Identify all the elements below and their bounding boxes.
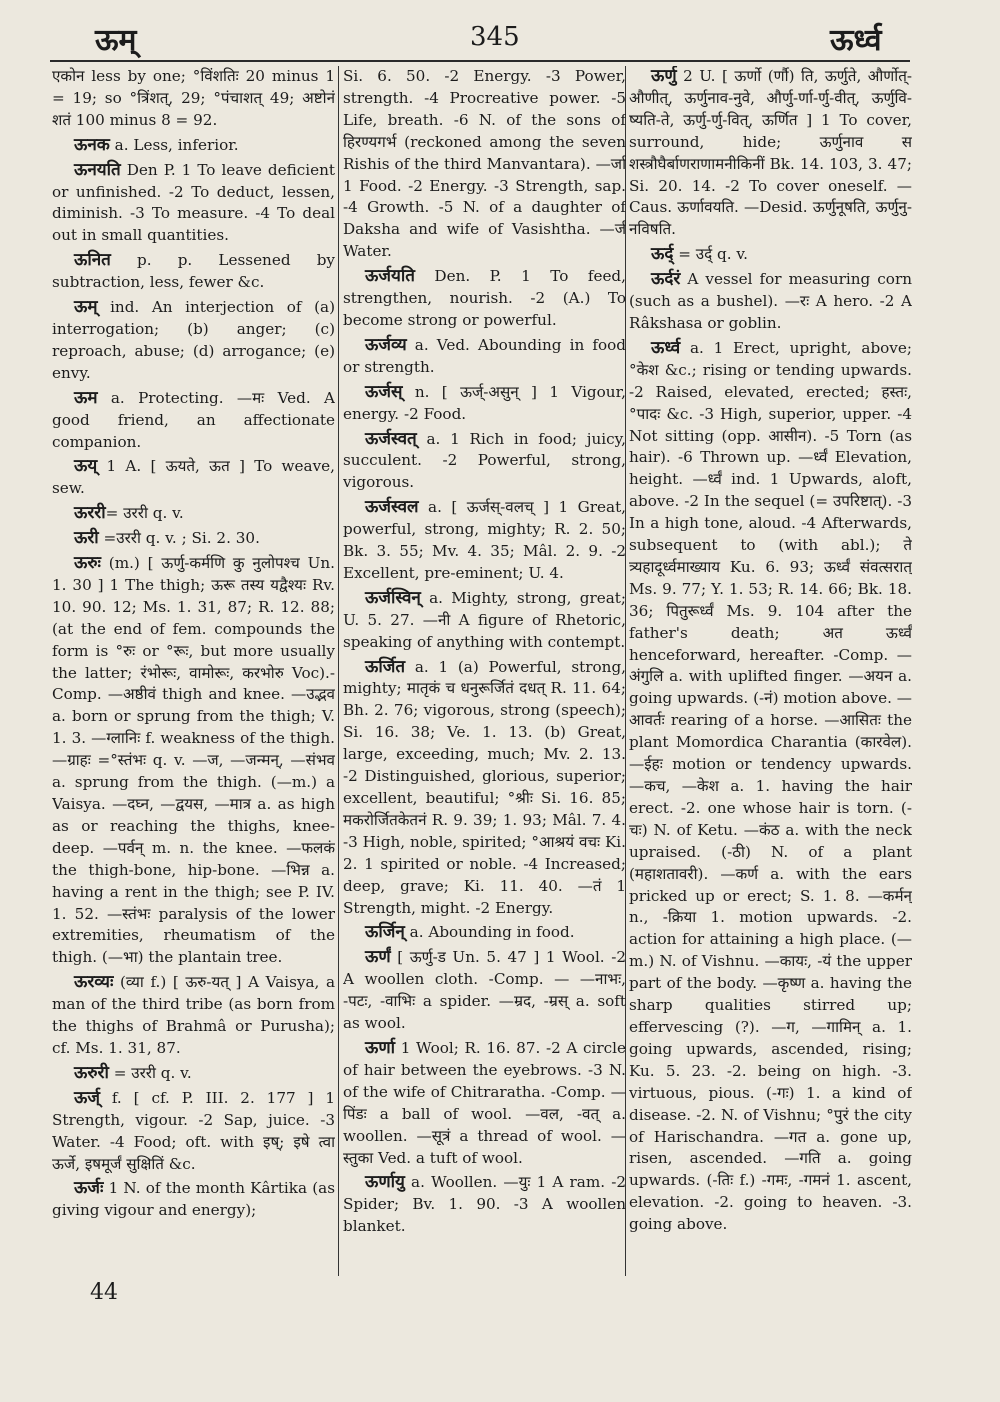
- definition: Den P. 1 To leave deficient or unfinished. -2 To deduct, lessen, diminish. -3 To measure. -4 To deal out in small quantities.: [52, 160, 335, 245]
- entry: [343, 335, 626, 379]
- entry: [343, 382, 626, 426]
- definition: a. 1 Rich in food; juicy, succulent. -2 Powerful, strong, vigorous.: [343, 429, 626, 492]
- entry: [343, 1172, 626, 1238]
- definition: 1 N. of the month Kârtika (as giving vigour and energy);: [52, 1179, 335, 1220]
- headword: ऊर्जः: [74, 1178, 104, 1199]
- entry: [52, 297, 335, 385]
- definition: = उररी q. v.: [105, 504, 184, 523]
- headword: ऊररी: [74, 503, 106, 524]
- headword: ऊनक: [74, 134, 110, 155]
- column-divider: [338, 66, 339, 1276]
- entry: [629, 338, 912, 1236]
- definition: a. Woollen. —युः 1 A ram. -2 Spider; Bv. 1. 90. -3 A woollen blanket.: [343, 1173, 626, 1236]
- definition: = उररी q. v.: [108, 1063, 192, 1082]
- headword: ऊय्: [74, 456, 98, 477]
- definition: a. Abounding in food.: [404, 923, 575, 942]
- entry: [52, 528, 335, 550]
- definition: a. Mighty, strong, great; U. 5. 27. —नी A figure of Rhetoric, speaking of anything with contempt.: [343, 588, 626, 651]
- entry: [343, 266, 626, 332]
- column-1: [52, 66, 335, 1276]
- header-rule: [50, 60, 910, 62]
- entry: [52, 388, 335, 454]
- headword: ऊर्जस्विन्: [365, 587, 421, 608]
- column-3: [629, 66, 912, 1276]
- headword: ऊर्दरं: [651, 269, 681, 290]
- entry: [52, 135, 335, 157]
- entry: [52, 250, 335, 294]
- definition: a. 1 Erect, upright, above; °केश &c.; rising or tending upwards. -2 Raised, elevated, erected; हस्तः, °पादः &c. -3 High, superior, upper. -4 Not sitting (opp. आसीन). -5 Torn (as hair). -6 Thrown up. —र्ध्वं Elevation, height. —र्ध्वं ind. 1 Upwards, aloft, above. -2 In the sequel (= उपरिष्टात्). -3 In a high tone, aloud. -4 Afterwards, subsequent to (with abl.); ते त्र्यहादूर्ध्वमाख्याय Ku. 6. 93; ऊर्ध्वं संवत्सरात् Ms. 9. 77; Y. 1. 53; R. 14. 66; Bk. 18. 36; पितुरूर्ध्वं Ms. 9. 104 after the father's death; अत ऊर्ध्वं henceforward, hereafter. -Comp. —अंगुलि a. with uplifted finger. —अयन a. going upwards. (-नं) motion above. —आवर्तः rearing of a horse. —आसितः the plant Momordica Charantia (कारवेल). —ईहः motion or tendency upwards. —कच, —केश a. 1. having the hair erect. -2. one whose hair is torn. (-चः) N. of Ketu. —कंठ a. with the neck upraised. (-ठी) N. of a plant (महाशतावरी). —कर्ण a. with the ears pricked up or erect; S. 1. 8. —कर्मन् n., -क्रिया 1. motion upwards. -2. action for attaining a high place. (—m.) N. of Vishnu. —कायः, -यं the upper part of the body. —कृष्ण a. having the sharp qualities stirred up; effervescing (?). —ग, —गामिन् a. 1. going upwards, ascended, rising; Ku. 5. 23. -2. being on high. -3. virtuous, pious. (-गः) 1. a kind of disease. -2. N. of Vishnu; °पुरं the city of Harischandra. —गत a. gone up, risen, ascended. —गति a. going upwards. (-तिः f.) -गमः, -गमनं 1. ascent, elevation. -2. going to heaven. -3. going above.: [629, 338, 912, 1234]
- page-number: 345: [470, 22, 520, 52]
- headword: ऊनयति: [74, 159, 121, 180]
- definition: (व्या f.) [ ऊरु-यत् ] A Vaisya, a man of the third tribe (as born from the thighs of Brahmâ or Purusha); cf. Ms. 1. 31, 87.: [52, 973, 335, 1057]
- entry: [343, 657, 626, 920]
- entry: [343, 66, 626, 263]
- entry: [629, 66, 912, 241]
- header-left-word: ऊम्: [95, 23, 137, 58]
- header-right-word: ऊर्ध्व: [830, 23, 882, 58]
- entry: [52, 503, 335, 525]
- entry: [52, 1178, 335, 1222]
- entry: [343, 588, 626, 654]
- headword: ऊर्जिन्: [365, 922, 405, 943]
- definition: =उररी q. v. ; Si. 2. 30.: [98, 529, 260, 548]
- definition: a. 1 (a) Powerful, strong, mighty; मातृकं च धनुरूर्जितं दधत् R. 11. 64; Bh. 2. 76; vigorous, strong (speech); Si. 16. 38; Ve. 1. 13. (b) Great, large, exceeding, much; Mv. 2. 13. -2 Distinguished, glorious, superior; excellent, beautiful; °श्रीः Si. 16. 85; मकरोर्जितकेतनं R. 9. 39; 1. 93; Mâl. 7. 4. -3 High, noble, spirited; °आश्रयं वचः Ki. 2. 1 spirited or noble. -4 Increased; deep, grave; Ki. 11. 40. —तं 1 Strength, might. -2 Energy.: [343, 657, 626, 917]
- headword: ऊर्ज्: [74, 1087, 100, 1108]
- headword: ऊनित: [74, 250, 111, 271]
- headword: ऊर्जयति: [365, 266, 415, 287]
- column-2: [343, 66, 626, 1276]
- entry: [343, 1038, 626, 1169]
- definition: p. p. Lessened by subtraction, less, fewer &c.: [52, 251, 335, 292]
- definition: Den. P. 1 To feed, strengthen, nourish. -2 (A.) To become strong or powerful.: [343, 267, 626, 329]
- headword: ऊरव्यः: [74, 972, 114, 993]
- definition: ind. An interjection of (a) interrogation; (b) anger; (c) reproach, abuse; (d) arrogance; (e) envy.: [52, 298, 335, 382]
- definition: 1 Wool; R. 16. 87. -2 A circle of hair between the eyebrows. -3 N. of the wife of Chitraratha. -Comp. —पिंडः a ball of wool. —वल, -वत् a. woollen. —सूत्रं a thread of wool. —स्तुका Ved. a tuft of wool.: [343, 1038, 626, 1167]
- definition: f. [ cf. P. III. 2. 177 ] 1 Strength, vigour. -2 Sap, juice. -3 Water. -4 Food; oft. with इष्; इषे त्वा ऊर्जे, इषमूर्जं सुक्षितिं &c.: [52, 1088, 335, 1173]
- entry: [343, 429, 626, 495]
- entry: [52, 456, 335, 500]
- entry: [343, 922, 626, 944]
- headword: ऊर्जस्वल: [365, 497, 419, 518]
- headword: ऊरुः: [74, 553, 101, 574]
- headword: ऊर्णु: [651, 66, 677, 86]
- headword: ऊर्जव्य: [365, 334, 407, 355]
- entry: [629, 269, 912, 335]
- entry: [343, 497, 626, 585]
- definition: a. Less, inferior.: [109, 135, 239, 154]
- definition: a. Ved. Abounding in food or strength.: [343, 335, 626, 376]
- headword: ऊर्णं: [365, 947, 391, 968]
- definition: एकोन less by one; °विंशतिः 20 minus 1 = 19; so °त्रिंशत्, 29; °पंचाशत् 49; अष्टोनं शतं 100 minus 8 = 92.: [52, 67, 335, 129]
- entry: [52, 160, 335, 248]
- headword: ऊर्ध्व: [651, 337, 681, 358]
- definition: = उर्द् q. v.: [673, 245, 748, 264]
- definition: (m.) [ ऊर्णु-कर्मणि कु नुलोपश्च Un. 1. 30 ] 1 The thigh; ऊरू तस्य यद्वैश्यः Rv. 10. 90. 12; Ms. 1. 31, 87; R. 12. 88; (at the end of fem. compounds the form is °रुः or °रूः, but more usually the latter; रंभोरूः, वामोरूः, करभोरु Voc).-Comp. —अष्ठीवं thigh and knee. —उद्भव a. born or sprung from the thigh; V. 1. 3. —ग्लानिः f. weakness of the thigh. —ग्राहः =°स्तंभः q. v. —ज, —जन्मन्, —संभव a. sprung from the thigh. (—m.) a Vaisya. —दघ्न, —द्वयस, —मात्र a. as high as or reaching the thighs, knee-deep. —पर्वन् m. n. the knee. —फलकं the thigh-bone, hip-bone. —भिन्न a. having a rent in the thigh; see P. IV. 1. 52. —स्तंभः paralysis of the lower extremities, rheumatism of the thigh. (—भा) the plantain tree.: [52, 554, 335, 967]
- headword: ऊम: [74, 387, 98, 408]
- headword: ऊर्द्: [651, 244, 674, 265]
- entry: [343, 947, 626, 1035]
- headword: ऊर्णायु: [365, 1172, 405, 1193]
- signature-mark: 44: [90, 1280, 118, 1305]
- definition: 2 U. [ ऊर्णो (र्णौ) ति, ऊर्णुते, और्णोत्-औणीत्, ऊर्णुनाव-नुवे, और्णु-र्णा-र्णु-वीत्, ऊर्णुवि-ष्यति-ते, ऊर्णु-र्णु-वित्, ऊर्णित ] 1 To cover, surround, hide; ऊर्णुनाव स शस्त्रौघैर्बाणराणामनीकिनीं Bk. 14. 103, 3. 47; Si. 20. 14. -2 To cover oneself. —Caus. ऊर्णावयति. —Desid. ऊर्णुनूषति, ऊर्णुनु-नविषति.: [629, 67, 912, 239]
- definition: A vessel for measuring corn (such as a bushel). —रः A hero. -2 A Râkshasa or goblin.: [629, 270, 912, 332]
- headword: ऊर्जस्वत्: [365, 428, 417, 449]
- definition: n. [ ऊर्ज्-असुन् ] 1 Vigour, energy. -2 Food.: [343, 382, 626, 423]
- entry: [52, 972, 335, 1060]
- definition: Si. 6. 50. -2 Energy. -3 Power, strength. -4 Procreative power. -5 Life, breath. -6 N. of the sons of हिरण्यगर्भ (reckoned among the seven Rishis of the third Manvantara). —र्जा 1 Food. -2 Energy. -3 Strength, sap. -4 Growth. -5 N. of a daughter of Daksha and wife of Vasishtha. —र्जं Water.: [343, 67, 626, 261]
- headword: ऊरी: [74, 528, 99, 549]
- headword: ऊरुरी: [74, 1062, 109, 1083]
- entry: [629, 244, 912, 266]
- entry: [52, 553, 335, 969]
- definition: 1 A. [ ऊयते, ऊत ] To weave, sew.: [52, 457, 335, 498]
- headword: ऊर्णा: [365, 1037, 396, 1058]
- entry: [52, 1063, 335, 1085]
- definition: a. [ ऊर्जस्-वलच् ] 1 Great, powerful, strong, mighty; R. 2. 50; Bk. 3. 55; Mv. 4. 35; Mâl. 2. 9. -2 Excellent, pre-eminent; U. 4.: [343, 498, 626, 582]
- headword: ऊर्जित: [365, 656, 406, 677]
- headword: ऊर्जस्: [365, 381, 403, 402]
- entry: [52, 1088, 335, 1176]
- definition: [ ऊर्णु-ड Un. 5. 47 ] 1 Wool. -2 A woollen cloth. -Comp. — —नाभः, -पटः, -वाभिः a spider. —म्रद, -म्रस् a. soft as wool.: [343, 948, 626, 1033]
- headword: ऊम्: [74, 297, 98, 318]
- definition: a. Protecting. —मः Ved. A good friend, an affectionate companion.: [52, 388, 335, 451]
- entry: [52, 66, 335, 132]
